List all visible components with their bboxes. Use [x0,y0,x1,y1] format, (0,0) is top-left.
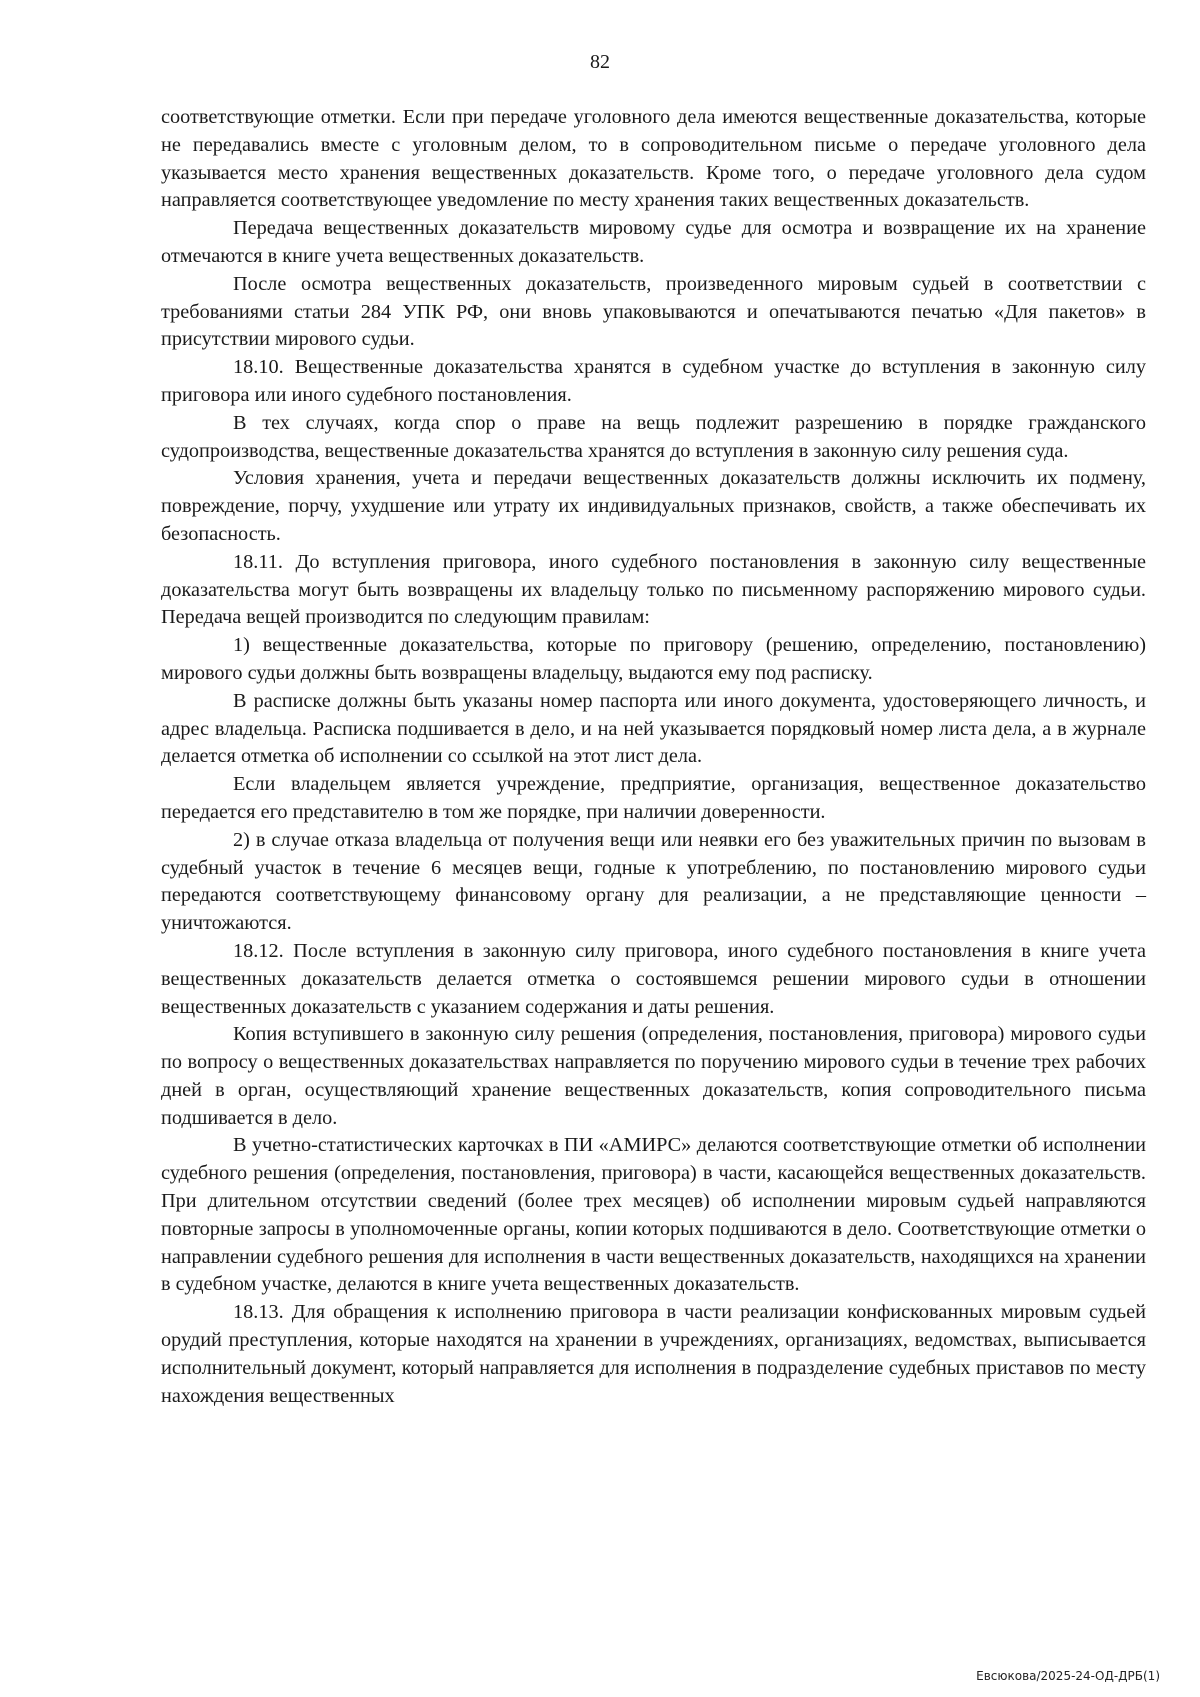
rule-item-1: 1) вещественные доказательства, которые по приговору (решению, определению, постановлению) мирового судьи должны быть возвращены владельцу, выдаются ему под расписку. [161,634,1146,684]
paragraph: В тех случаях, когда спор о праве на вещь подлежит разрешению в порядке гражданского судопроизводства, вещественные доказательства хранятся до вступления в законную силу решения суда. [161,411,1146,462]
paragraph: После осмотра вещественных доказательств, произведенного мировым судьей в соответствии с требованиями статьи 284 УПК РФ, они вновь упаковываются и опечатываются печатью «Для пакетов» в присутствии мирового судьи. [161,272,1146,351]
footer-document-code: Евсюкова/2025-24-ОД-ДРБ(1) [976,1669,1160,1683]
paragraph-continuation: соответствующие отметки. Если при передаче уголовного дела имеются вещественные доказательства, которые не передавались вместе с уголовным делом, то в сопроводительном письме о передаче уголовного дела указывается место хранения вещественных доказательств. Кроме того, о передаче уголовного дела судом направляется соответствующее уведомление по месту хранения таких вещественных доказательств. [161,106,1146,212]
paragraph: В расписке должны быть указаны номер паспорта или иного документа, удостоверяющего личность, и адрес владельца. Расписка подшивается в дело, и на ней указывается порядковый номер листа дела, а в журнале делается отметка об исполнении со ссылкой на этот лист дела. [161,689,1146,768]
rule-item-2: 2) в случае отказа владельца от получения вещи или неявки его без уважительных причин по вызовам в судебный участок в течение 6 месяцев вещи, годные к употреблению, по постановлению мирового судьи передаются соответствующему финансовому органу для реализации, а не представляющие ценности – уничтожаются. [161,828,1146,935]
paragraph: Условия хранения, учета и передачи вещественных доказательств должны исключить их подмену, повреждение, порчу, ухудшение или утрату их индивидуальных признаков, свойств, а также обеспечивать их безопасность. [161,467,1146,545]
paragraph: Передача вещественных доказательств мировому судье для осмотра и возвращение их на хранение отмечаются в книге учета вещественных доказательств. [161,217,1146,267]
paragraph: Если владельцем является учреждение, предприятие, организация, вещественное доказательство передается его представителю в том же порядке, при наличии доверенности. [161,773,1146,823]
page-number: 82 [590,51,610,73]
section-18-10: 18.10. Вещественные доказательства хранятся в судебном участке до вступления в законную силу приговора или иного судебного постановления. [161,356,1146,406]
section-18-12: 18.12. После вступления в законную силу приговора, иного судебного постановления в книге учета вещественных доказательств делается отметка о состоявшемся решении мирового судьи в отношении вещественных доказательств с указанием содержания и даты решения. [161,939,1146,1018]
paragraph: В учетно-статистических карточках в ПИ «АМИРС» делаются соответствующие отметки об исполнении судебного решения (определения, постановления, приговора) в части, касающейся вещественных доказательств. При длительном отсутствии сведений (более трех месяцев) об исполнении мировым судьей направляются повторные запросы в уполномоченные органы, копии которых подшиваются в дело. Соответствующие отметки о направлении судебного решения для исполнения в части вещественных доказательств, находящихся на хранении в судебном участке, делаются в книге учета вещественных доказательств. [161,1134,1146,1296]
section-18-13: 18.13. Для обращения к исполнению приговора в части реализации конфискованных мировым судьей орудий преступления, которые находятся на хранении в учреждениях, организациях, ведомствах, выписывается исполнительный документ, который направляется для исполнения в подразделение судебных приставов по месту нахождения вещественных [161,1301,1146,1407]
section-18-11: 18.11. До вступления приговора, иного судебного постановления в законную силу вещественные доказательства могут быть возвращены их владельцу только по письменному распоряжению мирового судьи. Передача вещей производится по следующим правилам: [161,550,1146,629]
paragraph: Копия вступившего в законную силу решения (определения, постановления, приговора) мирового судьи по вопросу о вещественных доказательствах направляется по поручению мирового судьи в течение трех рабочих дней в орган, осуществляющий хранение вещественных доказательств, копия сопроводительного письма подшивается в дело. [161,1023,1146,1129]
document-body [161,104,1146,1410]
